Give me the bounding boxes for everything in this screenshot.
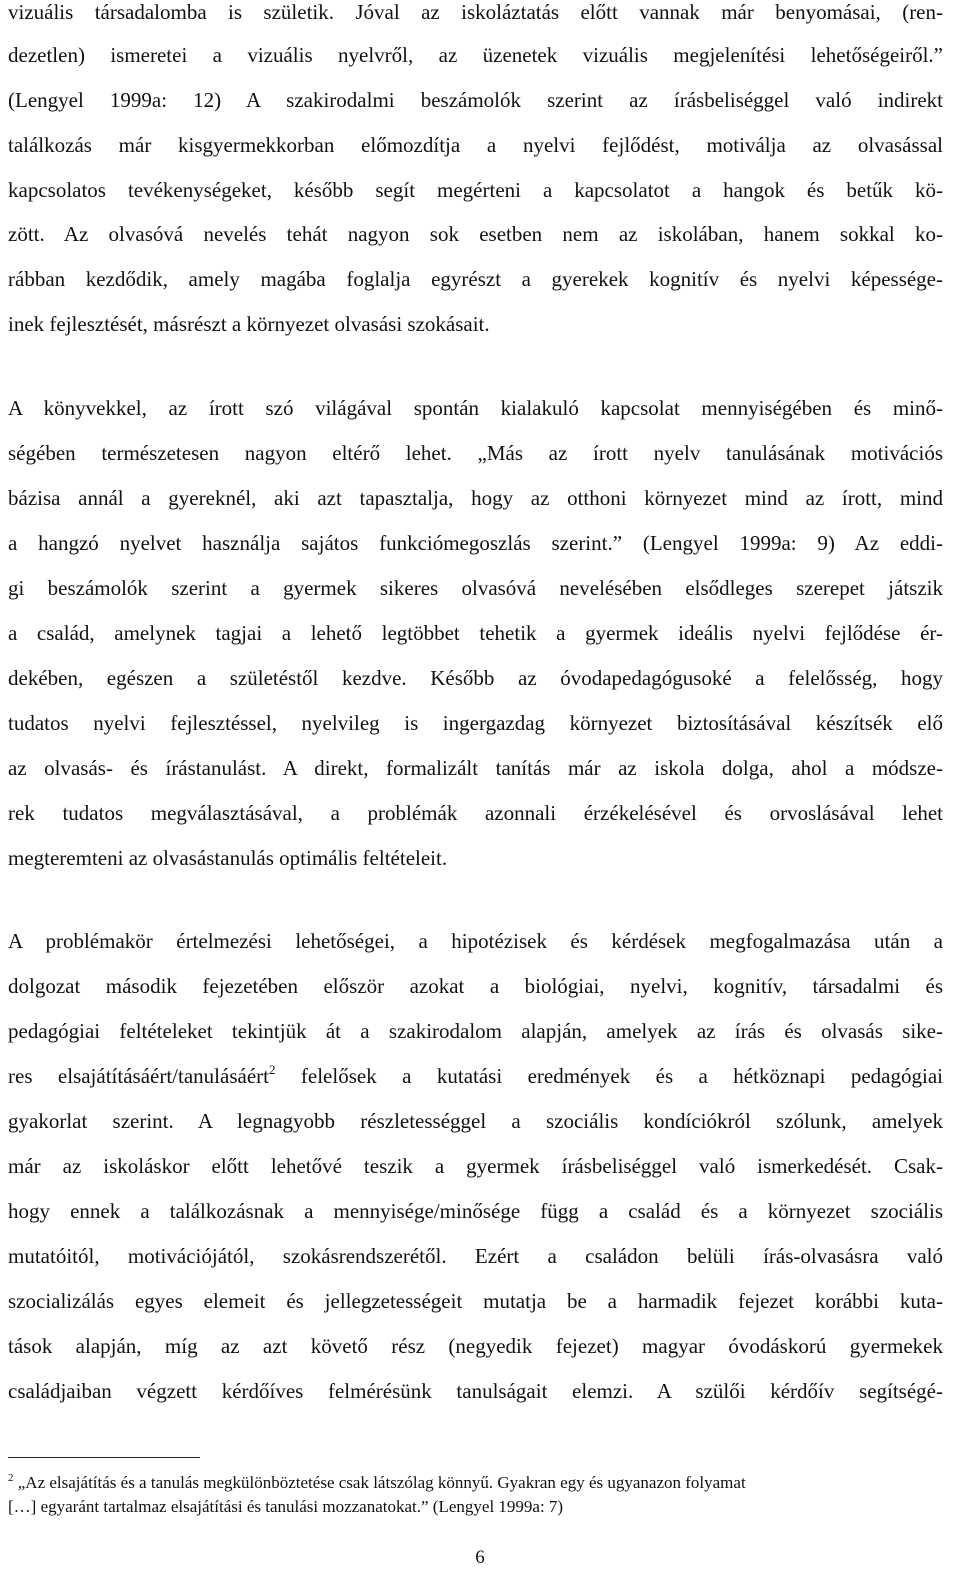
text-line: a család, amelynek tagjai a lehető legtöbbet tehetik a gyermek ideális nyelvi fejlődése ér- [8,621,943,645]
text-line: kapcsolatos tevékenységeket, később segít megérteni a kapcsolatot a hangok és betűk kö- [8,178,943,202]
text-line: már az iskoláskor előtt lehetővé teszik a gyermek írásbeliséggel való ismerkedését. Csak- [8,1154,943,1178]
text-line: pedagógiai feltételeket tekintjük át a szakirodalom alapján, amelyek az írás és olvasás sike- [8,1019,943,1043]
footnote-line [8,1471,943,1495]
text-line: (Lengyel 1999a: 12) A szakirodalmi beszámolók szerint az írásbeliséggel való indirekt [8,88,943,112]
text-line: gi beszámolók szerint a gyermek sikeres olvasóvá nevelésében elsődleges szerepet játszik [8,576,943,600]
footnote-text: „Az elsajátítás és a tanulás megkülönböztetése csak látszólag könnyű. Gyakran egy és ugyanazon folyamat [13,1473,746,1492]
text-line: hogy ennek a találkozásnak a mennyisége/minősége függ a család és a környezet szociális [8,1199,943,1223]
text-line: dezetlen) ismeretei a vizuális nyelvről, az üzenetek vizuális megjelenítési lehetőségeiről.” [8,43,943,67]
text-line: A problémakör értelmezési lehetőségei, a hipotézisek és kérdések megfogalmazása után a [8,929,943,953]
text-line: tudatos nyelvi fejlesztéssel, nyelvileg is ingergazdag környezet biztosításával készítsék elő [8,711,943,735]
footnote-separator [8,1457,200,1458]
footnote-line: […] egyaránt tartalmaz elsajátítási és tanulási mozzanatokat.” (Lengyel 1999a: 7) [8,1497,564,1516]
text-line: családjaiban végzett kérdőíves felmérésünk tanulságait elemzi. A szülői kérdőív segítségé- [8,1379,943,1403]
footnote-marker: 2 [8,1472,14,1484]
text-line: az olvasás- és írástanulást. A direkt, formalizált tanítás már az iskola dolga, ahol a módsze- [8,756,943,780]
text-line: rek tudatos megválasztásával, a problémák azonnali érzékelésével és orvoslásával lehet [8,801,943,825]
text-line: inek fejlesztését, másrészt a környezet olvasási szokásait. [8,312,490,336]
text-line: dolgozat második fejezetében először azokat a biológiai, nyelvi, kognitív, társadalmi és [8,974,943,998]
text-line: bázisa annál a gyereknél, aki azt tapasztalja, hogy az otthoni környezet mind az írott, mind [8,486,943,510]
text-line-with-footnote [8,1061,943,1091]
text-line: megteremteni az olvasástanulás optimális feltételeit. [8,846,448,870]
footnote-reference[interactable]: 2 [268,1062,276,1077]
text-line: vizuális társadalomba is születik. Jóval az iskoláztatás előtt vannak már benyomásai, (ren- [8,0,943,24]
text-line: rábban kezdődik, amely magába foglalja egyrészt a gyerekek kognitív és nyelvi képessége- [8,267,943,291]
text-line: zött. Az olvasóvá nevelés tehát nagyon sok esetben nem az iskolában, hanem sokkal ko- [8,222,943,246]
text-segment: felelősek a kutatási eredmények és a hétköznapi pedagógiai [275,1064,943,1088]
text-line: ségében természetesen nagyon eltérő lehet. „Más az írott nyelv tanulásának motivációs [8,441,943,465]
text-segment: res elsajátításáért/tanulásáért [8,1064,269,1088]
text-line: szocializálás egyes elemeit és jellegzetességeit mutatja be a harmadik fejezet korábbi kuta- [8,1289,943,1313]
text-line: dekében, egészen a születéstől kezdve. Később az óvodapedagógusoké a felelősség, hogy [8,666,943,690]
text-line: A könyvekkel, az írott szó világával spontán kialakuló kapcsolat mennyiségében és minő- [8,396,943,420]
text-line: mutatóitól, motivációjától, szokásrendszerétől. Ezért a családon belüli írás-olvasásra való [8,1244,943,1268]
text-line: találkozás már kisgyermekkorban előmozdítja a nyelvi fejlődést, motiválja az olvasással [8,133,943,157]
text-line: tások alapján, míg az azt követő rész (negyedik fejezet) magyar óvodáskorú gyermekek [8,1334,943,1358]
text-line: gyakorlat szerint. A legnagyobb részletességgel a szociális kondíciókról szólunk, amelyek [8,1109,943,1133]
text-line: a hangzó nyelvet használja sajátos funkciómegoszlás szerint.” (Lengyel 1999a: 9) Az eddi- [8,531,943,555]
page-number: 6 [475,1547,485,1568]
